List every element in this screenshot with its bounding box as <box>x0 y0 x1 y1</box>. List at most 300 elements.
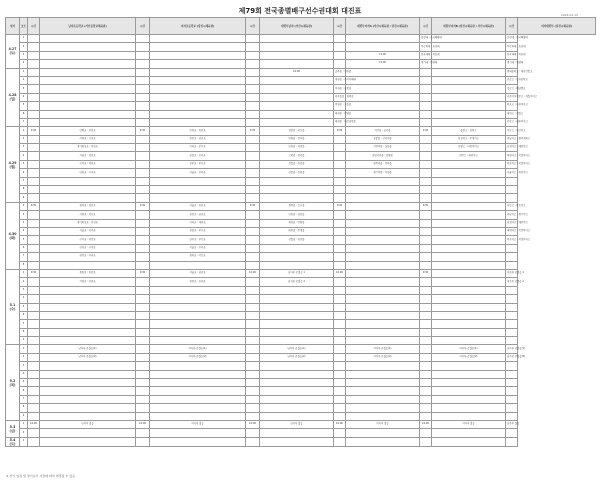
match-cell <box>420 379 432 387</box>
match-cell <box>334 412 346 420</box>
match-cell <box>136 387 150 395</box>
match-cell: 삼봉중 : 서산중 <box>260 127 334 135</box>
match-cell: 구미초 : 천안초 <box>40 236 136 244</box>
match-cell <box>246 286 260 294</box>
match-cell <box>260 286 334 294</box>
match-cell <box>246 93 260 101</box>
match-cell: 안양초 : 부천초 <box>40 127 136 135</box>
match-cell <box>246 295 260 303</box>
date-stamp: 2024.04.10 <box>560 13 578 17</box>
table-row <box>6 118 596 126</box>
match-cell <box>40 362 136 370</box>
match-cell <box>246 328 260 336</box>
match-cell <box>506 295 518 303</box>
match-cell <box>40 194 136 202</box>
match-cell: 경기대 : 한양대 <box>420 60 432 68</box>
table-row <box>6 177 596 185</box>
table-row <box>6 353 596 361</box>
match-cell: 목포여고 : 의정부여고 <box>506 236 518 244</box>
match-cell <box>506 311 518 319</box>
court-cell: 5 <box>20 379 28 387</box>
match-cell: 연평중 : 전부중 <box>260 135 334 143</box>
match-cell <box>136 353 150 361</box>
match-cell <box>246 144 260 152</box>
match-cell: 서울초 : 진주초 <box>150 244 246 252</box>
table-row <box>6 152 596 160</box>
match-cell <box>334 404 346 412</box>
match-cell: 남성여고 : 대전여고 <box>506 144 518 152</box>
page-title: 제79회 전국종별배구선수권대회 대진표 <box>238 7 362 15</box>
match-cell <box>40 412 136 420</box>
match-cell: 천안초 : 당진초 <box>150 211 246 219</box>
match-cell <box>246 35 260 43</box>
match-cell <box>28 76 40 84</box>
table-row <box>6 303 596 311</box>
match-cell <box>334 437 346 446</box>
match-cell <box>346 278 420 286</box>
match-cell <box>246 211 260 219</box>
match-cell <box>28 51 40 59</box>
court-cell: 2 <box>20 353 28 361</box>
match-cell <box>246 160 260 168</box>
header-cell: 대학부남자 (서산시체육관) <box>260 18 334 35</box>
table-row <box>6 269 596 277</box>
match-cell <box>420 320 432 328</box>
match-cell <box>136 345 150 353</box>
match-cell <box>136 35 150 43</box>
match-cell <box>432 85 506 93</box>
match-cell <box>40 186 136 194</box>
match-cell <box>346 110 420 118</box>
match-cell <box>246 135 260 143</box>
match-cell: 남자부 결승 <box>260 420 334 428</box>
match-cell <box>334 328 346 336</box>
court-cell: 6 <box>20 244 28 252</box>
match-cell <box>420 387 432 395</box>
table-row <box>6 211 596 219</box>
match-cell <box>432 395 506 403</box>
match-cell <box>420 345 432 353</box>
match-cell <box>150 379 246 387</box>
match-cell: 9:30 <box>246 127 260 135</box>
match-cell <box>136 337 150 345</box>
match-cell: 10:00 <box>420 420 432 428</box>
match-cell: 부산외대 : 호남대 <box>506 43 518 51</box>
table-row <box>6 278 596 286</box>
court-cell: 8 <box>20 328 28 336</box>
match-cell <box>420 353 432 361</box>
match-cell <box>346 362 420 370</box>
match-cell: 9:30 <box>28 127 40 135</box>
match-cell <box>334 177 346 185</box>
match-cell <box>28 404 40 412</box>
court-cell: 1 <box>20 345 28 353</box>
match-cell <box>420 429 432 437</box>
match-cell <box>334 211 346 219</box>
match-cell <box>346 395 420 403</box>
table-row <box>6 169 596 177</box>
match-cell <box>136 437 150 446</box>
match-cell <box>40 85 136 93</box>
match-cell <box>246 102 260 110</box>
table-row <box>6 227 596 235</box>
match-cell: 9:30 <box>420 269 432 277</box>
match-cell: 인천초 : 천안초 <box>150 127 246 135</box>
match-cell <box>28 286 40 294</box>
match-cell <box>432 236 506 244</box>
match-cell <box>346 261 420 269</box>
match-cell <box>40 177 136 185</box>
match-cell <box>420 110 432 118</box>
match-cell <box>334 370 346 378</box>
match-cell: 천안서여중 : 안양중 <box>346 152 420 160</box>
match-cell <box>334 236 346 244</box>
match-cell <box>136 328 150 336</box>
match-cell <box>334 135 346 143</box>
court-cell: 2 <box>20 135 28 143</box>
match-cell <box>260 295 334 303</box>
match-cell <box>136 177 150 185</box>
match-cell <box>246 412 260 420</box>
match-cell <box>246 227 260 235</box>
match-cell <box>246 177 260 185</box>
match-cell <box>40 51 136 59</box>
match-cell <box>432 337 506 345</box>
match-cell <box>136 152 150 160</box>
match-cell: 대천중 : 문경중 <box>260 227 334 235</box>
footnote: ※ 상기 일정 및 경기순서 사정에 따라 변경될 수 있음 <box>6 474 76 478</box>
match-cell <box>432 328 506 336</box>
date-cell: 4.30 (화) <box>6 202 20 269</box>
match-cell <box>28 186 40 194</box>
match-cell: 고학중 : 전주중 <box>260 152 334 160</box>
match-cell: 진주여자정보고 : 제일여자고 <box>506 93 518 101</box>
match-cell <box>506 303 518 311</box>
match-cell <box>346 68 420 76</box>
match-cell: 인천초 : 구미초 <box>40 244 136 252</box>
match-cell <box>346 328 420 336</box>
match-cell <box>246 261 260 269</box>
match-cell <box>150 68 246 76</box>
match-cell: 여자부 준결승(1) <box>432 345 506 353</box>
match-cell: 9:30 <box>136 269 150 277</box>
match-cell <box>260 412 334 420</box>
match-cell <box>506 437 518 446</box>
match-cell: 현대중학교 : 제천산업고 <box>506 68 518 76</box>
match-cell <box>420 437 432 446</box>
match-cell: 전북여중 : 문학중 <box>346 160 420 168</box>
match-cell <box>346 211 420 219</box>
match-cell <box>506 395 518 403</box>
match-cell: 여자부 준결승 1 <box>506 269 518 277</box>
match-cell <box>150 311 246 319</box>
schedule-table <box>5 17 596 447</box>
match-cell <box>28 211 40 219</box>
match-cell <box>432 429 506 437</box>
match-cell: 남자부 준결승(2) <box>506 353 518 361</box>
match-cell: 10:00 <box>334 269 346 277</box>
match-cell <box>246 337 260 345</box>
match-cell: 선일중 : 천안중 <box>260 236 334 244</box>
header-cell: 시간 <box>246 18 260 35</box>
match-cell: 여자부 결승 <box>150 420 246 428</box>
court-cell: 3 <box>20 219 28 227</box>
match-cell <box>260 328 334 336</box>
match-cell <box>260 379 334 387</box>
match-cell <box>334 219 346 227</box>
match-cell <box>260 370 334 378</box>
match-cell <box>150 186 246 194</box>
match-cell <box>246 379 260 387</box>
match-cell <box>28 85 40 93</box>
court-cell: 9 <box>20 194 28 202</box>
match-cell <box>260 85 334 93</box>
court-cell: 2 <box>20 211 28 219</box>
match-cell: 천안초 : 이리초 <box>40 253 136 261</box>
match-cell <box>420 118 432 126</box>
match-cell: 10:00 <box>334 420 346 428</box>
table-row <box>6 320 596 328</box>
match-cell <box>28 169 40 177</box>
match-cell: 송산고 : 동천안학교 <box>506 76 518 84</box>
match-cell: 여자부 준결승(1) <box>150 345 246 353</box>
match-cell <box>246 110 260 118</box>
match-cell <box>432 362 506 370</box>
match-cell <box>334 345 346 353</box>
match-cell <box>28 295 40 303</box>
match-cell <box>420 135 432 143</box>
match-cell: 남자부 준결승(1) <box>506 345 518 353</box>
match-cell <box>420 194 432 202</box>
match-cell <box>420 278 432 286</box>
match-cell: 천안초 : 진주초 <box>150 278 246 286</box>
match-cell <box>246 152 260 160</box>
match-cell <box>260 194 334 202</box>
match-cell: 안산고 : 대천여자고 <box>506 118 518 126</box>
match-cell <box>506 186 518 194</box>
match-cell <box>334 353 346 361</box>
match-cell <box>136 362 150 370</box>
court-cell: 1 <box>20 420 28 428</box>
table-row <box>6 429 596 437</box>
match-cell: 남자부 결승 <box>40 420 136 428</box>
match-cell <box>432 118 506 126</box>
match-cell <box>246 186 260 194</box>
match-cell <box>28 320 40 328</box>
match-cell <box>334 244 346 252</box>
match-cell <box>334 60 346 68</box>
match-cell <box>40 35 136 43</box>
match-cell <box>420 311 432 319</box>
match-cell <box>28 177 40 185</box>
match-cell <box>420 337 432 345</box>
match-cell <box>150 303 246 311</box>
match-cell <box>150 286 246 294</box>
match-cell <box>432 102 506 110</box>
header-cell: 시간 <box>136 18 150 35</box>
match-cell <box>40 110 136 118</box>
match-cell <box>40 429 136 437</box>
match-cell <box>420 286 432 294</box>
match-cell <box>420 370 432 378</box>
match-cell <box>432 370 506 378</box>
header-cell: 시간 <box>420 18 432 35</box>
match-cell <box>346 118 420 126</box>
match-cell: 송산고 : 해남뿐교 <box>506 85 518 93</box>
match-cell <box>260 311 334 319</box>
table-row <box>6 135 596 143</box>
match-cell <box>506 370 518 378</box>
match-cell <box>334 152 346 160</box>
match-cell: 경기화성초 : 인천초 <box>40 219 136 227</box>
match-cell <box>246 345 260 353</box>
match-cell <box>334 227 346 235</box>
match-cell <box>136 219 150 227</box>
match-cell <box>136 261 150 269</box>
match-cell <box>334 387 346 395</box>
match-cell: 대전여고 : 의정부여고 <box>506 152 518 160</box>
match-cell <box>260 320 334 328</box>
match-cell <box>346 303 420 311</box>
match-cell <box>346 219 420 227</box>
match-cell <box>420 68 432 76</box>
match-cell <box>136 93 150 101</box>
match-cell <box>136 135 150 143</box>
court-cell: 4 <box>20 60 28 68</box>
match-cell: 익산고 : 한산여고 <box>506 127 518 135</box>
match-cell <box>420 303 432 311</box>
match-cell <box>40 60 136 68</box>
match-cell <box>136 295 150 303</box>
court-cell: 3 <box>20 51 28 59</box>
match-cell <box>420 362 432 370</box>
match-cell <box>150 328 246 336</box>
date-cell: 5.1 (수) <box>6 269 20 345</box>
match-cell <box>136 303 150 311</box>
match-cell <box>28 152 40 160</box>
match-cell <box>432 379 506 387</box>
match-cell <box>506 362 518 370</box>
match-cell <box>28 236 40 244</box>
header-row <box>6 18 596 35</box>
match-cell <box>420 177 432 185</box>
table-row <box>6 102 596 110</box>
match-cell <box>260 395 334 403</box>
match-cell <box>432 51 506 59</box>
court-cell: 6 <box>20 387 28 395</box>
match-cell <box>28 110 40 118</box>
court-cell: 4 <box>20 370 28 378</box>
match-cell <box>136 51 150 59</box>
match-cell <box>136 379 150 387</box>
match-cell <box>136 253 150 261</box>
match-cell <box>246 76 260 84</box>
match-cell <box>28 379 40 387</box>
match-cell <box>150 93 246 101</box>
court-cell: 3 <box>20 85 28 93</box>
match-cell: 대전여고 : 의정부여고 <box>506 227 518 235</box>
match-cell <box>40 379 136 387</box>
match-cell: 상봉중 : 인천중 <box>260 169 334 177</box>
match-cell <box>334 261 346 269</box>
court-cell: 1 <box>20 127 28 135</box>
match-cell: 9:30 <box>420 127 432 135</box>
court-cell: 3 <box>20 286 28 294</box>
table-row <box>6 337 596 345</box>
match-cell: 상봉초 : 부산초 <box>150 227 246 235</box>
match-cell <box>432 93 506 101</box>
match-cell <box>334 303 346 311</box>
match-cell <box>432 261 506 269</box>
table-row <box>6 186 596 194</box>
match-cell <box>506 320 518 328</box>
table-row <box>6 328 596 336</box>
match-cell <box>506 253 518 261</box>
header-cell: 대학부여자B (당진시체육관 / 서산시체육관) <box>432 18 506 35</box>
match-cell <box>150 261 246 269</box>
match-cell: 서울초 : 진주초 <box>150 169 246 177</box>
match-cell <box>40 395 136 403</box>
match-cell <box>420 253 432 261</box>
match-cell <box>28 68 40 76</box>
match-cell <box>136 144 150 152</box>
match-cell <box>40 76 136 84</box>
match-cell <box>246 85 260 93</box>
match-cell: 9:30 <box>334 127 346 135</box>
match-cell <box>506 404 518 412</box>
match-cell: 10:00 <box>246 420 260 428</box>
match-cell <box>420 412 432 420</box>
match-cell: 남자부 준결승(1) <box>260 345 334 353</box>
match-cell <box>136 186 150 194</box>
match-cell <box>420 219 432 227</box>
match-cell <box>432 76 506 84</box>
court-cell: 3 <box>20 144 28 152</box>
date-cell: 5.3 (금) <box>6 420 20 437</box>
match-cell <box>260 110 334 118</box>
match-cell <box>346 286 420 294</box>
match-cell <box>28 429 40 437</box>
match-cell: 목포교 : 사천여자고 <box>506 102 518 110</box>
match-cell <box>420 236 432 244</box>
match-cell <box>150 295 246 303</box>
match-cell <box>506 379 518 387</box>
table-row <box>6 202 596 210</box>
match-cell <box>506 194 518 202</box>
table-row <box>6 362 596 370</box>
match-cell <box>136 169 150 177</box>
table-row <box>6 261 596 269</box>
match-cell <box>136 60 150 68</box>
match-cell <box>432 186 506 194</box>
match-cell <box>28 395 40 403</box>
match-cell <box>246 118 260 126</box>
match-cell <box>346 186 420 194</box>
match-cell <box>136 194 150 202</box>
match-cell <box>260 261 334 269</box>
match-cell <box>40 295 136 303</box>
match-cell: 삼봉중 : 신천여중 <box>346 135 420 143</box>
match-cell: 제천중 : 중마서해대 <box>334 76 346 84</box>
match-cell: 전남여고 : 경기여고 <box>506 211 518 219</box>
match-cell <box>150 395 246 403</box>
match-cell <box>40 118 136 126</box>
match-cell <box>432 211 506 219</box>
match-cell <box>28 227 40 235</box>
match-cell: 연천중 : 고흥중 <box>334 102 346 110</box>
match-cell <box>432 60 506 68</box>
match-cell: 15:00 <box>346 60 420 68</box>
